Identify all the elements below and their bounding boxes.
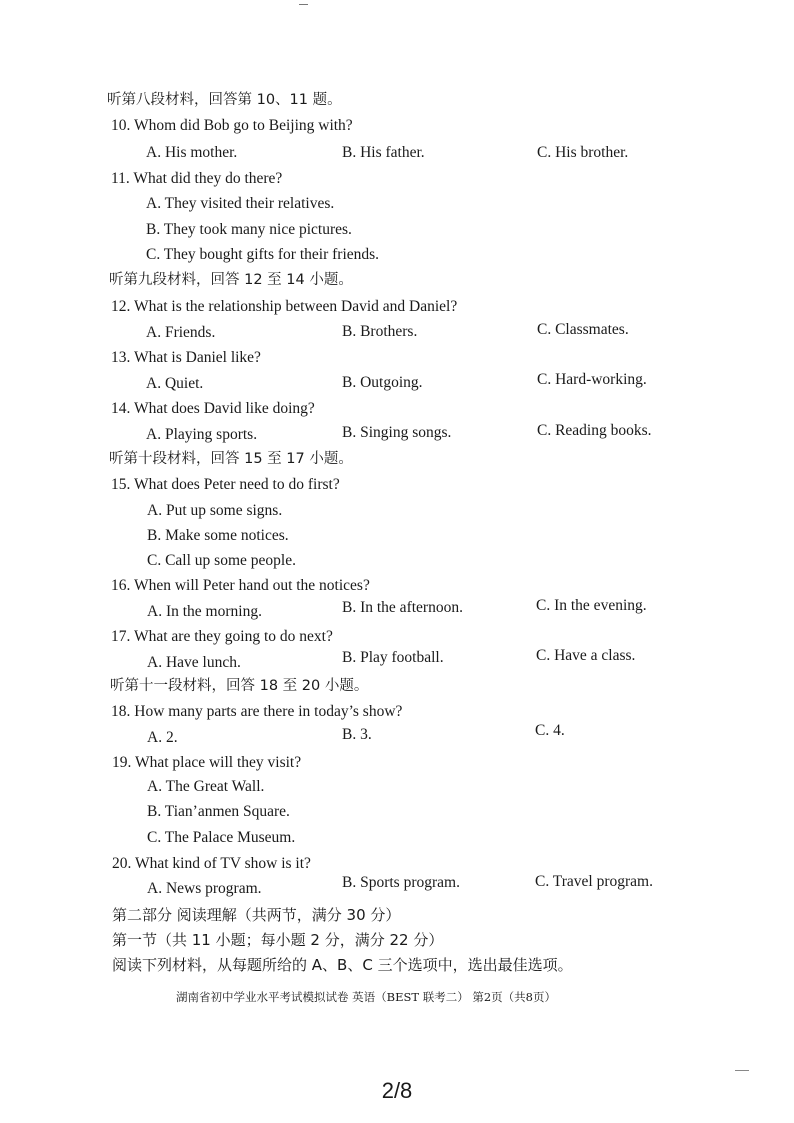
section-header-10: 听第十段材料，回答 15 至 17 小题。 <box>109 451 353 467</box>
q11-option-b: B. They took many nice pictures. <box>146 221 352 238</box>
q11-option-c: C. They bought gifts for their friends. <box>146 246 380 263</box>
page-indicator: 2/8 <box>381 1078 413 1103</box>
q17-option-c: C. Have a class. <box>536 647 636 664</box>
q17-option-b: B. Play football. <box>342 649 444 666</box>
scan-mark <box>299 4 308 5</box>
section-header-9: 听第九段材料，回答 12 至 14 小题。 <box>109 272 353 288</box>
q20-stem: 20. What kind of TV show is it? <box>112 855 311 872</box>
section-header-11: 听第十一段材料，回答 18 至 20 小题。 <box>110 678 369 694</box>
q13-stem: 13. What is Daniel like? <box>111 349 261 366</box>
q13-option-a: A. Quiet. <box>146 375 204 392</box>
q14-option-a: A. Playing sports. <box>146 426 258 443</box>
q12-stem: 12. What is the relationship between David and Daniel? <box>111 298 458 315</box>
part2-instructions: 阅读下列材料，从每题所给的 A、B、C 三个选项中，选出最佳选项。 <box>112 956 573 974</box>
q10-option-a: A. His mother. <box>146 144 238 161</box>
q14-stem: 14. What does David like doing? <box>111 400 315 417</box>
section-header-8: 听第八段材料，回答第 10、11 题。 <box>107 92 342 108</box>
q16-stem: 16. When will Peter hand out the notices? <box>111 577 370 594</box>
q10-stem: 10. Whom did Bob go to Beijing with? <box>111 117 353 134</box>
page-footer: 湖南省初中学业水平考试模拟试卷 英语（BEST 联考二） 第2页（共8页） <box>176 990 556 1004</box>
scan-mark <box>735 1070 749 1071</box>
q16-option-c: C. In the evening. <box>536 597 647 614</box>
q11-stem: 11. What did they do there? <box>111 170 283 187</box>
q14-option-c: C. Reading books. <box>537 422 652 439</box>
q12-option-c: C. Classmates. <box>537 321 629 338</box>
q15-option-a: A. Put up some signs. <box>147 502 283 519</box>
q12-option-b: B. Brothers. <box>342 323 418 340</box>
q12-option-a: A. Friends. <box>146 324 216 341</box>
q18-stem: 18. How many parts are there in today’s show? <box>111 703 403 720</box>
q10-option-b: B. His father. <box>342 144 425 161</box>
q19-stem: 19. What place will they visit? <box>112 754 302 771</box>
part2-title: 第二部分 阅读理解（共两节，满分 30 分） <box>112 906 401 924</box>
q17-option-a: A. Have lunch. <box>147 654 241 671</box>
q20-option-a: A. News program. <box>147 880 262 897</box>
q13-option-c: C. Hard-working. <box>537 371 647 388</box>
q15-option-b: B. Make some notices. <box>147 527 289 544</box>
q11-option-a: A. They visited their relatives. <box>146 195 335 212</box>
q14-option-b: B. Singing songs. <box>342 424 452 441</box>
q19-option-c: C. The Palace Museum. <box>147 829 296 846</box>
q18-option-c: C. 4. <box>535 722 565 739</box>
q18-option-a: A. 2. <box>147 729 178 746</box>
q10-option-c: C. His brother. <box>537 144 629 161</box>
q20-option-c: C. Travel program. <box>535 873 653 890</box>
q16-option-a: A. In the morning. <box>147 603 262 620</box>
q13-option-b: B. Outgoing. <box>342 374 423 391</box>
q15-stem: 15. What does Peter need to do first? <box>111 476 340 493</box>
q17-stem: 17. What are they going to do next? <box>111 628 333 645</box>
q19-option-a: A. The Great Wall. <box>147 778 265 795</box>
q18-option-b: B. 3. <box>342 726 372 743</box>
q20-option-b: B. Sports program. <box>342 874 460 891</box>
q19-option-b: B. Tian’anmen Square. <box>147 803 290 820</box>
q16-option-b: B. In the afternoon. <box>342 599 463 616</box>
part2-section1: 第一节（共 11 小题；每小题 2 分，满分 22 分） <box>112 931 444 949</box>
q15-option-c: C. Call up some people. <box>147 552 296 569</box>
